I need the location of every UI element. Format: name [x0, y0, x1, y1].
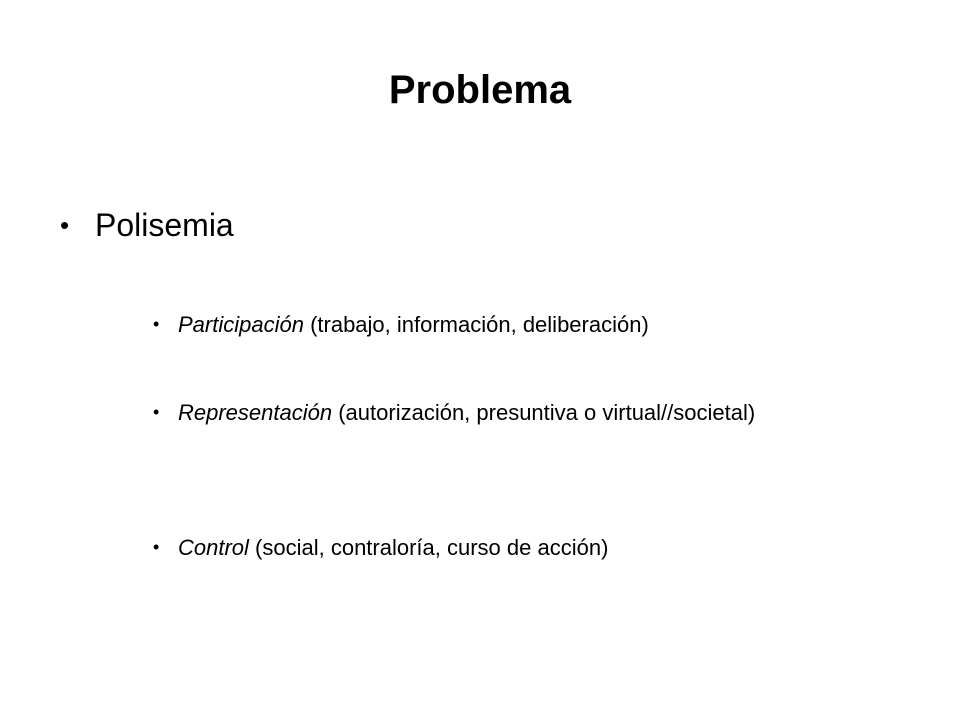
- sub-bullet-representacion: [153, 398, 793, 427]
- bullet-marker: •: [60, 210, 70, 240]
- sub-bullet-detail: (autorización, presuntiva o virtual//societal): [332, 400, 756, 425]
- main-bullet-text: Polisemia: [95, 207, 234, 243]
- sub-bullet-detail: (social, contraloría, curso de acción): [248, 535, 609, 560]
- slide-title: Problema: [388, 68, 572, 112]
- sub-bullet-control: [153, 533, 793, 562]
- bullet-marker: •: [153, 537, 160, 557]
- sub-bullet-text: [178, 533, 608, 562]
- bullet-marker: •: [153, 314, 160, 334]
- sub-bullet-text: [178, 398, 755, 427]
- main-bullet: [60, 203, 880, 247]
- sub-bullet-text: [178, 310, 649, 339]
- sub-bullet-term: Control: [178, 535, 249, 560]
- sub-bullet-term: Participación: [178, 312, 304, 337]
- sub-bullet-term: Representación: [178, 400, 333, 425]
- bullet-marker: •: [153, 402, 160, 422]
- sub-bullet-participacion: [153, 310, 793, 339]
- sub-bullet-detail: (trabajo, información, deliberación): [303, 312, 649, 337]
